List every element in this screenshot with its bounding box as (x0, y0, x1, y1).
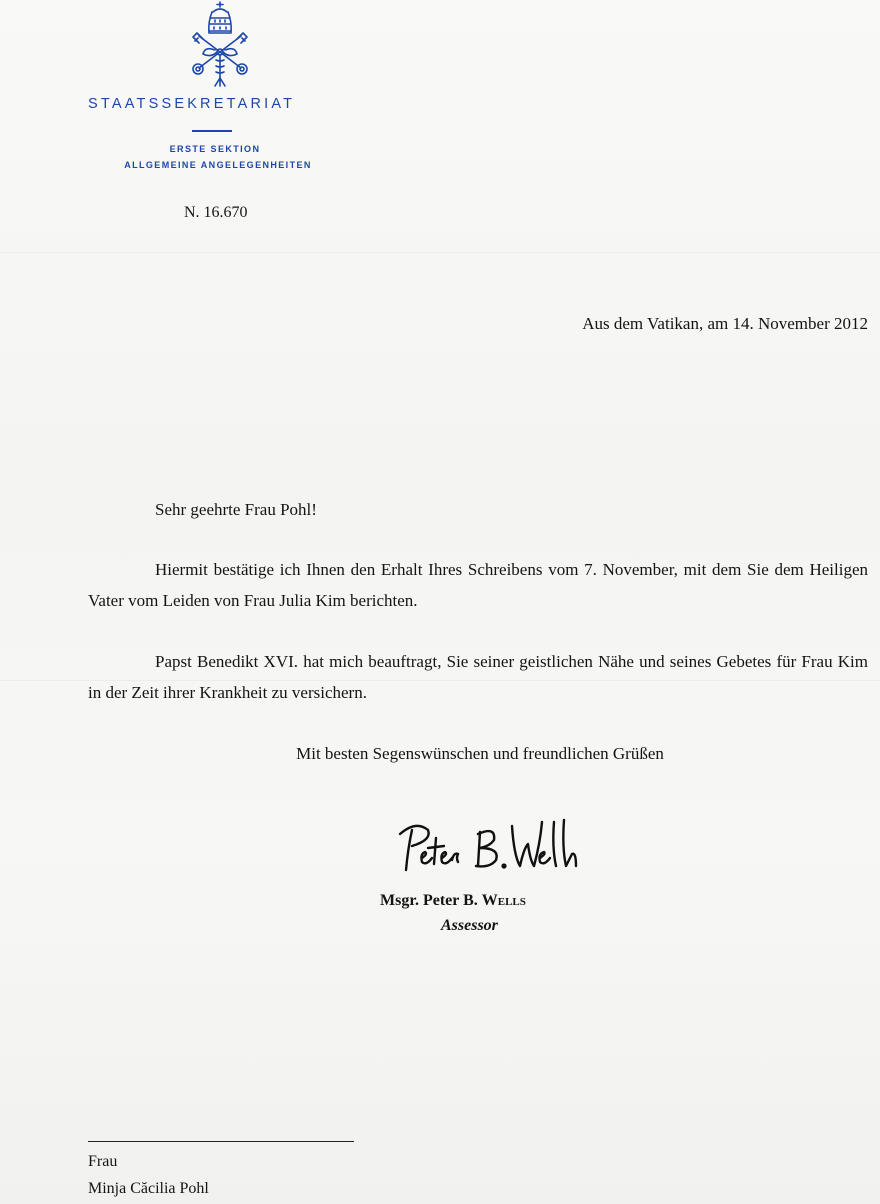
closing-line: Mit besten Segenswünschen und freundlichen Grüßen (296, 744, 664, 763)
reference-number: N. 16.670 (184, 204, 248, 221)
place-and-date: Aus dem Vatikan, am 14. November 2012 (582, 314, 868, 333)
signer-name (380, 892, 620, 910)
letterhead (80, 0, 360, 88)
papal-coat-of-arms-icon (185, 0, 255, 88)
letter-paragraph: Papst Benedikt XVI. hat mich beauftragt, Sie seiner geistlichen Nähe und seines Gebetes für Frau Kim in der Zeit ihrer Krankheit zu versichern. (88, 652, 868, 702)
section-name: ERSTE SEKTION (169, 144, 261, 154)
recipient-line: Frau (88, 1153, 118, 1170)
recipient-name: Minja Căcilia Pohl (88, 1180, 209, 1197)
signer-title: Assessor (441, 917, 498, 934)
letterhead-divider (192, 130, 232, 132)
signer-name-prefix: Msgr. Peter B. (380, 892, 482, 909)
handwritten-signature (392, 808, 592, 888)
paper-crease (0, 252, 880, 253)
signer-surname: Wells (481, 892, 526, 909)
office-name: STAATSSEKRETARIAT (88, 96, 296, 112)
letter-paragraph: Hiermit bestätige ich Ihnen den Erhalt Ihres Schreibens vom 7. November, mit dem Sie dem Heiligen Vater vom Leiden von Frau Julia Kim berichten. (88, 560, 868, 610)
salutation: Sehr geehrte Frau Pohl! (155, 500, 317, 519)
section-subtitle: ALLGEMEINE ANGELEGENHEITEN (124, 160, 312, 170)
address-divider (88, 1141, 354, 1142)
